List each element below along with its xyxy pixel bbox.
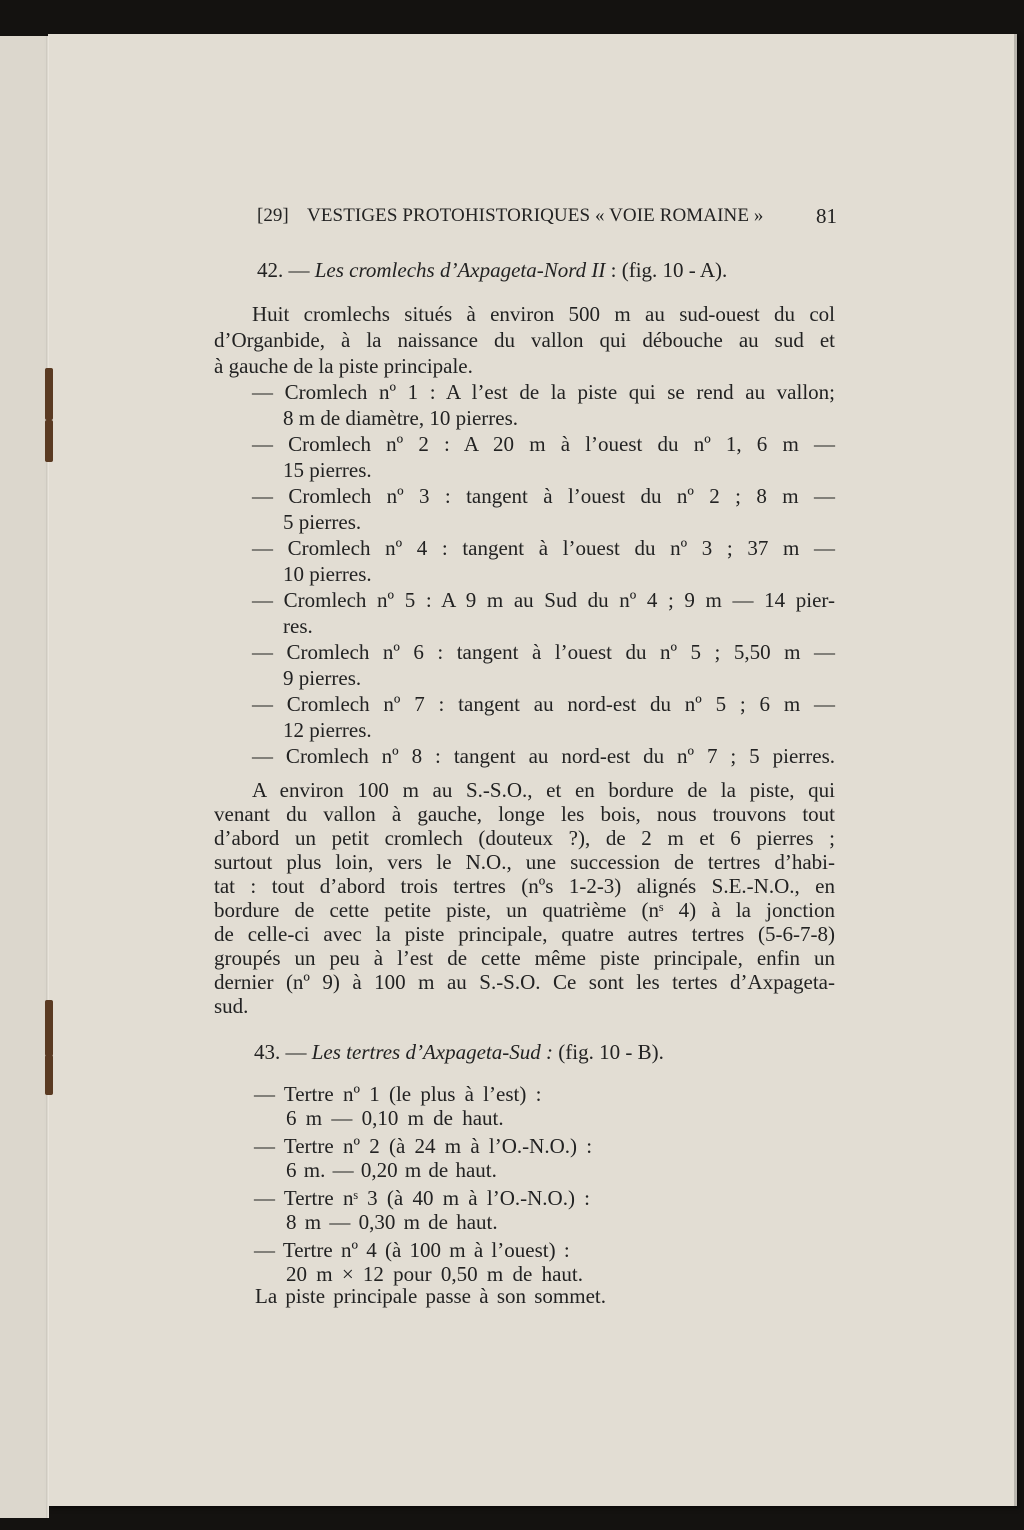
tertre-item: — Tertre nº 1 (le plus à l’est) : <box>254 1082 542 1106</box>
cromlech-item-cont: res. <box>283 614 313 638</box>
cromlech-item: — Cromlech nº 7 : tangent au nord-est du nº 5 ; 6 m — <box>252 692 835 716</box>
cromlech-item-cont: 8 m de diamètre, 10 pierres. <box>283 406 518 430</box>
running-title: VESTIGES PROTOHISTORIQUES « VOIE ROMAINE » <box>307 205 764 226</box>
section-title: Les tertres d’Axpageta-Sud : <box>311 1040 554 1064</box>
cromlech-item: — Cromlech nº 5 : A 9 m au Sud du nº 4 ; 9 m — 14 pier- <box>252 588 835 612</box>
cromlech-item-cont: 9 pierres. <box>283 666 362 690</box>
intro-line: à gauche de la piste principale. <box>214 354 473 378</box>
staple-mark <box>45 368 53 420</box>
figure-reference: (fig. 10 - B). <box>553 1040 664 1064</box>
tertre-item-cont: 6 m — 0,10 m de haut. <box>286 1106 504 1130</box>
cromlech-item: — Cromlech nº 4 : tangent à l’ouest du nº 3 ; 37 m — <box>252 536 835 560</box>
section-number: 43. — <box>254 1040 307 1064</box>
paragraph-line: A environ 100 m au S.-S.O., et en bordure de la piste, qui <box>252 778 835 802</box>
previous-page-edge <box>0 36 48 1518</box>
cromlech-item: — Cromlech nº 1 : A l’est de la piste qui se rend au vallon; <box>252 380 835 404</box>
staple-mark <box>45 420 53 462</box>
section-42-heading <box>257 258 727 283</box>
paragraph-line: sud. <box>214 994 249 1018</box>
paragraph-line: d’abord un petit cromlech (douteux ?), de 2 m et 6 pierres ; <box>214 826 835 850</box>
page-spine <box>46 36 49 1518</box>
section-43-heading <box>254 1040 664 1065</box>
intro-line: d’Organbide, à la naissance du vallon qui débouche au sud et <box>214 328 835 352</box>
cromlech-item-cont: 15 pierres. <box>283 458 372 482</box>
cromlech-item: — Cromlech nº 3 : tangent à l’ouest du nº 2 ; 8 m — <box>252 484 835 508</box>
section-title: Les cromlechs d’Axpageta-Nord II <box>314 258 606 282</box>
paragraph-line: groupés un peu à l’est de cette même piste principale, enfin un <box>214 946 835 970</box>
cromlech-item: — Cromlech nº 6 : tangent à l’ouest du nº 5 ; 5,50 m — <box>252 640 835 664</box>
paragraph-line: tat : tout d’abord trois tertres (nºs 1-2-3) alignés S.E.-N.O., en <box>214 874 835 898</box>
tertre-item-cont: 6 m. — 0,20 m de haut. <box>286 1158 497 1182</box>
cromlech-item-cont: 5 pierres. <box>283 510 362 534</box>
tertre-item: — Tertre nˢ 3 (à 40 m à l’O.-N.O.) : <box>254 1186 591 1210</box>
figure-reference: : (fig. 10 - A). <box>605 258 728 282</box>
tertre-item: — Tertre nº 2 (à 24 m à l’O.-N.O.) : <box>254 1134 593 1158</box>
paragraph-line: venant du vallon à gauche, longe les bois, nous trouvons tout <box>214 802 835 826</box>
staple-mark <box>45 1055 53 1095</box>
staple-mark <box>45 1000 53 1056</box>
paragraph-line: bordure de cette petite piste, un quatrième (nˢ 4) à la jonction <box>214 898 835 922</box>
cromlech-item-cont: 10 pierres. <box>283 562 372 586</box>
closing-sentence: La piste principale passe à son sommet. <box>255 1284 606 1308</box>
section-reference: [29] <box>257 205 289 226</box>
paragraph-line: de celle-ci avec la piste principale, quatre autres tertres (5-6-7-8) <box>214 922 835 946</box>
paragraph-line: surtout plus loin, vers le N.O., une succession de tertres d’habi- <box>214 850 835 874</box>
intro-line: Huit cromlechs situés à environ 500 m au sud-ouest du col <box>252 302 835 326</box>
section-number: 42. — <box>257 258 310 282</box>
cromlech-item-cont: 12 pierres. <box>283 718 372 742</box>
tertre-item-cont: 8 m — 0,30 m de haut. <box>286 1210 498 1234</box>
cromlech-item: — Cromlech nº 8 : tangent au nord-est du nº 7 ; 5 pierres. <box>252 744 835 768</box>
paragraph-line: dernier (nº 9) à 100 m au S.-S.O. Ce sont les tertes d’Axpageta- <box>214 970 835 994</box>
tertre-item-cont: 20 m × 12 pour 0,50 m de haut. <box>286 1262 583 1286</box>
cromlech-item: — Cromlech nº 2 : A 20 m à l’ouest du nº 1, 6 m — <box>252 432 835 456</box>
page-number: 81 <box>816 204 837 228</box>
tertre-item: — Tertre nº 4 (à 100 m à l’ouest) : <box>254 1238 570 1262</box>
